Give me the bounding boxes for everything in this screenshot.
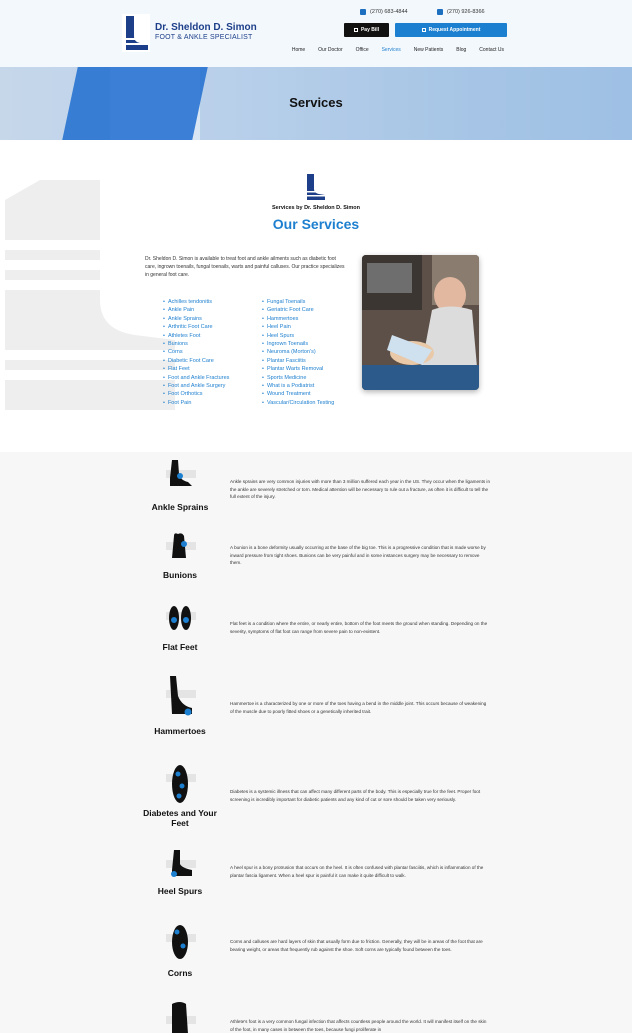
service-link[interactable]: • Arthritic Foot Care bbox=[163, 323, 258, 331]
request-appointment-label: Request Appointment bbox=[428, 27, 481, 33]
services-list-left bbox=[163, 298, 258, 407]
phone-2-number: (270) 926-8366 bbox=[447, 9, 485, 15]
service-link[interactable]: • Athletes Foot bbox=[163, 332, 258, 340]
section-heading: Our Services bbox=[272, 216, 360, 232]
doctor-photo-image bbox=[362, 255, 479, 390]
nav-new-patients[interactable]: New Patients bbox=[413, 47, 444, 53]
foot-watermark-icon bbox=[5, 180, 175, 410]
service-link[interactable]: • Plantar Warts Removal bbox=[262, 365, 342, 373]
main-nav bbox=[292, 47, 504, 53]
diabetic-foot-icon bbox=[162, 760, 198, 804]
condition-label: Heel Spurs bbox=[157, 886, 203, 896]
service-link[interactable]: • Bunions bbox=[163, 340, 258, 348]
flat-feet-icon bbox=[162, 602, 198, 632]
credit-card-icon bbox=[354, 28, 358, 32]
nav-office[interactable]: Office bbox=[355, 47, 369, 53]
site-header bbox=[0, 0, 632, 67]
nav-our-doctor[interactable]: Our Doctor bbox=[318, 47, 343, 53]
request-appointment-button[interactable] bbox=[395, 23, 507, 37]
nav-blog[interactable]: Blog bbox=[456, 47, 467, 53]
service-link[interactable]: • Diabetic Foot Care bbox=[163, 357, 258, 365]
service-link[interactable]: • Ingrown Toenails bbox=[262, 340, 342, 348]
phone-1[interactable] bbox=[360, 9, 408, 15]
service-link[interactable]: • Ankle Sprains bbox=[163, 315, 258, 323]
nav-contact-us[interactable]: Contact Us bbox=[479, 47, 504, 53]
condition-label: Diabetes and Your Feet bbox=[143, 808, 217, 828]
page-title: Services bbox=[289, 95, 343, 110]
condition-label: Hammertoes bbox=[154, 726, 206, 736]
service-link[interactable]: • Heel Spurs bbox=[262, 332, 342, 340]
nav-services[interactable]: Services bbox=[381, 47, 401, 53]
service-link[interactable]: • Vascular/Circulation Testing bbox=[262, 399, 342, 407]
service-link[interactable]: • Achilles tendonitis bbox=[163, 298, 258, 306]
phone-2[interactable] bbox=[437, 9, 485, 15]
pay-bill-label: Pay Bill bbox=[360, 27, 380, 33]
intro-paragraph: Dr. Sheldon D. Simon is available to treat foot and ankle ailments such as diabetic foot care, ingrown toenails, fungal toenails, warts and painful calluses. Our practice specializes in general foot care. bbox=[145, 256, 345, 278]
condition-label: Flat Feet bbox=[162, 642, 198, 652]
condition-label: Ankle Sprains bbox=[151, 502, 209, 512]
service-link[interactable]: • Sports Medicine bbox=[262, 374, 342, 382]
service-link[interactable]: • Corns bbox=[163, 348, 258, 356]
condition-label: Corns bbox=[167, 968, 193, 978]
hero-banner bbox=[0, 67, 632, 140]
hammertoe-icon bbox=[162, 676, 198, 716]
service-link[interactable]: • Geriatric Foot Care bbox=[262, 306, 342, 314]
condition-description: Flat feet is a condition where the entire, or nearly entire, bottom of the foot meets the ground when standing. Depending on the severity, symptoms of flat foot can range from severe pain to non-existent. bbox=[230, 621, 488, 634]
bunion-icon bbox=[162, 532, 198, 562]
service-link[interactable]: • Foot and Ankle Surgery bbox=[163, 382, 258, 390]
logo-subtitle: FOOT & ANKLE SPECIALIST bbox=[155, 34, 253, 41]
services-list-right bbox=[262, 298, 342, 407]
condition-label: Bunions bbox=[163, 570, 197, 580]
service-link[interactable]: • Foot Pain bbox=[163, 399, 258, 407]
condition-description: A heel spur is a bony protrusion that occurs on the heel. It is often confused with plantar fasciitis, which is inflammation of the plantar fascia ligament. When a heel spur is painful it can make it quite difficult to walk. bbox=[230, 865, 484, 878]
phone-1-number: (270) 683-4844 bbox=[370, 9, 408, 15]
conditions-section bbox=[0, 452, 632, 1033]
condition-description: Hammertoe is a characterized by one or more of the toes having a bend in the middle joint. This occurs because of weakening of the muscle due to poorly fitted shoes or a genetically inherited trait. bbox=[230, 701, 487, 714]
condition-description: Athlete's foot is a very common fungal infection that affects countless people around the world. It will manifest itself on the skin of the foot, in many cases in between the toes, because fungi proliferate in bbox=[230, 1019, 487, 1032]
service-link[interactable]: • Heel Pain bbox=[262, 323, 342, 331]
athletes-foot-icon bbox=[162, 1002, 198, 1033]
service-link[interactable]: • Neuroma (Morton's) bbox=[262, 348, 342, 356]
doctor-photo bbox=[362, 255, 479, 390]
service-link[interactable]: • Foot and Ankle Fractures bbox=[163, 374, 258, 382]
intro-kicker: Services by Dr. Sheldon D. Simon bbox=[271, 205, 361, 211]
calendar-icon bbox=[422, 28, 426, 32]
service-link[interactable]: • Wound Treatment bbox=[262, 390, 342, 398]
pay-bill-button[interactable] bbox=[344, 23, 389, 37]
phone-icon bbox=[437, 9, 443, 15]
corn-icon bbox=[162, 920, 198, 960]
logo-title[interactable]: Dr. Sheldon D. Simon bbox=[155, 22, 257, 33]
phone-icon bbox=[360, 9, 366, 15]
service-link[interactable]: • Flat Feet bbox=[163, 365, 258, 373]
condition-description: Ankle sprains are very common injuries with more than 3 million suffered each year in the US. They occur when the ligaments in the ankle are severely stretched or torn. Medical attention will be necessary to rule out a fracture, as often it is difficult to tell the full extent of the injury. bbox=[230, 479, 491, 500]
condition-description: A bunion is a bone deformity usually occurring at the base of the big toe. This is a progressive condition that is made worse by inward pressure from tight shoes. Bunions can be very painful and in some instances surgery may be necessary to remove them. bbox=[230, 545, 486, 566]
service-link[interactable]: • What is a Podiatrist bbox=[262, 382, 342, 390]
service-link[interactable]: • Ankle Pain bbox=[163, 306, 258, 314]
service-link[interactable]: • Plantar Fasciitis bbox=[262, 357, 342, 365]
nav-home[interactable]: Home bbox=[291, 47, 306, 53]
foot-logo-icon[interactable] bbox=[122, 14, 150, 52]
foot-logo-icon bbox=[303, 173, 327, 201]
condition-description: Diabetes is a systemic illness that can affect many different parts of the body. This is especially true for the feet. Proper foot screening is incredibly important for diabetic patients and any kind of cut or sore should be taken very seriously. bbox=[230, 789, 481, 802]
heel-spur-icon bbox=[162, 850, 198, 880]
service-link[interactable]: • Foot Orthotics bbox=[163, 390, 258, 398]
service-link[interactable]: • Fungal Toenails bbox=[262, 298, 342, 306]
service-link[interactable]: • Hammertoes bbox=[262, 315, 342, 323]
condition-description: Corns and calluses are hard layers of skin that usually form due to friction. Generally, they will be in areas of the foot that are bearing weight, or areas that frequently rub against the shoe. Soft corns are typically found between the toes. bbox=[230, 939, 483, 952]
ankle-icon bbox=[162, 460, 198, 490]
